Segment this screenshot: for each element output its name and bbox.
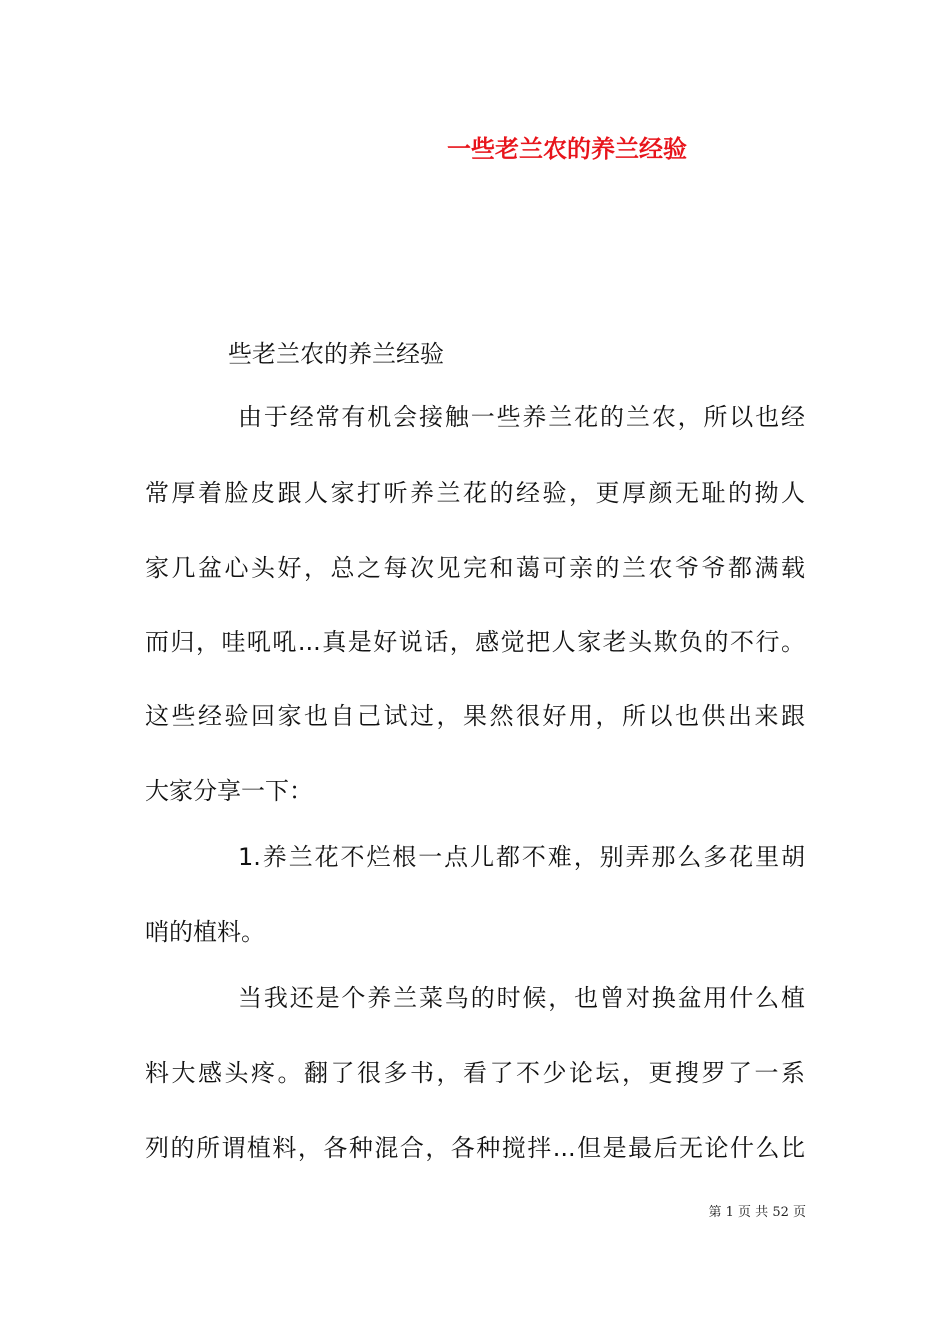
page-number-footer: 第 1 页 共 52 页 (708, 1205, 806, 1220)
paragraph-line: 常厚着脸皮跟人家打听养兰花的经验，更厚颜无耻的拗人 (145, 479, 805, 507)
paragraph-line: 家几盆心头好，总之每次见完和蔼可亲的兰农爷爷都满载 (145, 554, 805, 582)
paragraph-line: 由于经常有机会接触一些养兰花的兰农，所以也经 (238, 403, 805, 431)
paragraph-line: 哨的植料。 (145, 918, 265, 946)
paragraph-line: 大家分享一下： (145, 777, 313, 805)
document-title: 一些老兰农的养兰经验 (447, 135, 687, 163)
paragraph-line: 而归，哇吼吼...真是好说话，感觉把人家老头欺负的不行。 (145, 628, 805, 656)
paragraph-line: 料大感头疼。翻了很多书，看了不少论坛，更搜罗了一系 (145, 1059, 805, 1087)
paragraph-line: 1.养兰花不烂根一点儿都不难，别弄那么多花里胡 (238, 843, 805, 871)
paragraph-line: 当我还是个养兰菜鸟的时候，也曾对换盆用什么植 (238, 984, 805, 1012)
paragraph-line: 这些经验回家也自己试过，果然很好用，所以也供出来跟 (145, 702, 805, 730)
document-subtitle: 些老兰农的养兰经验 (228, 340, 444, 368)
paragraph-line: 列的所谓植料，各种混合，各种搅拌...但是最后无论什么比 (145, 1134, 805, 1162)
